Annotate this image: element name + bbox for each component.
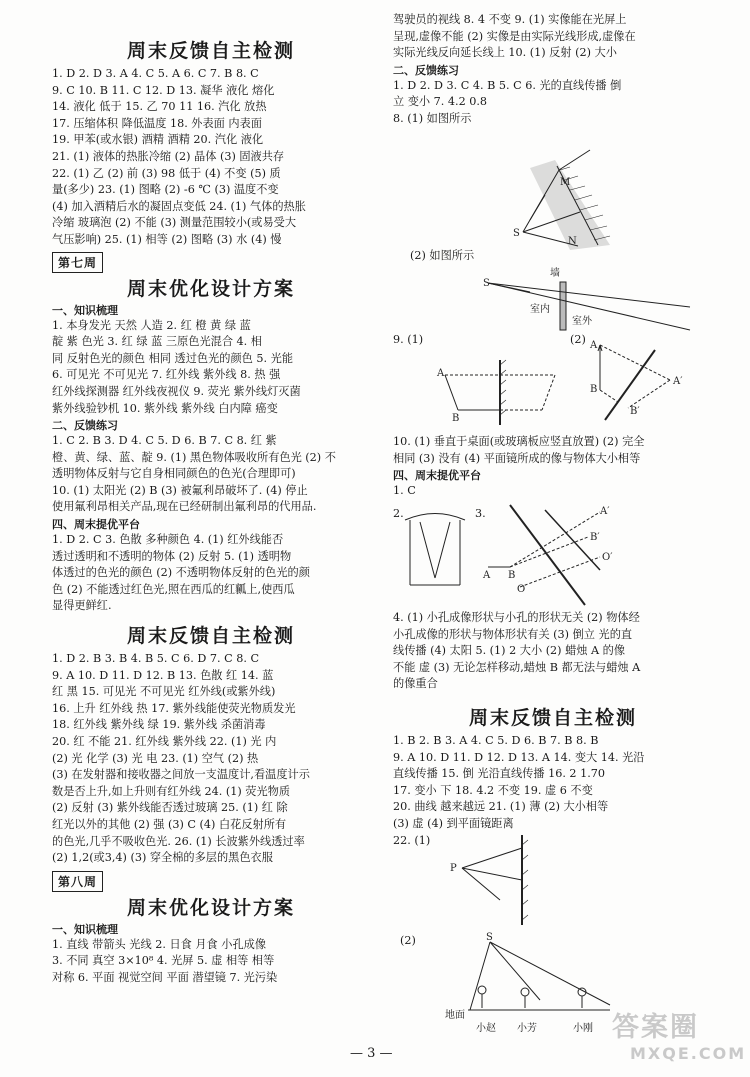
answer-line: 红 黑 15. 可见光 不可见光 红外线(或紫外线) bbox=[52, 685, 276, 699]
section-title: 周末反馈自主检测 bbox=[126, 40, 295, 62]
label-S: S bbox=[486, 932, 493, 943]
answer-line: 6. 可见光 不可见光 7. 红外线 紫外线 8. 热 强 bbox=[52, 368, 281, 382]
figure-22-1 bbox=[450, 835, 528, 925]
answer-line: 的色光,几乎不吸收色光. 26. (1) 长波紫外线透过率 bbox=[52, 834, 305, 848]
figure-8-2 bbox=[483, 266, 690, 330]
answer-line: 气压影响) 25. (1) 相等 (2) 图略 (3) 水 (4) 慢 bbox=[52, 232, 282, 246]
figure-8-1 bbox=[513, 150, 610, 250]
answer-line: 1. 直线 带箭头 光线 2. 日食 月食 小孔成像 bbox=[52, 937, 267, 951]
answer-line: 不能 虚 (3) 无论怎样移动,蜡烛 B 都无法与蜡烛 A bbox=[393, 660, 641, 674]
subsection-heading: 一、知识梳理 bbox=[52, 922, 118, 936]
week-tag: 第七周 bbox=[52, 252, 103, 273]
subsection-heading: 二、反馈练习 bbox=[393, 63, 459, 77]
section-title: 周末反馈自主检测 bbox=[126, 625, 295, 648]
week-tag: 第八周 bbox=[52, 871, 103, 892]
label-B: B bbox=[590, 384, 598, 395]
answer-line: 9. C 10. B 11. C 12. D 13. 凝华 液化 熔化 bbox=[52, 83, 275, 97]
answer-line: 1. D 2. D 3. A 4. C 5. A 6. C 7. B 8. C bbox=[52, 67, 259, 80]
answer-line: 1. B 2. B 3. A 4. C 5. D 6. B 7. B 8. B bbox=[393, 733, 599, 747]
label-A: A bbox=[437, 368, 445, 379]
label-M: M bbox=[560, 177, 571, 188]
label-B: B bbox=[508, 570, 516, 581]
answer-line: 9. A 10. D 11. D 12. D 13. A 14. 变大 14. 光沿 bbox=[393, 750, 645, 764]
answer-line: 4. (1) 小孔成像形状与小孔的形状无关 (2) 物体经 bbox=[393, 611, 640, 624]
watermark-bottom: MXQE.COM bbox=[630, 1044, 747, 1063]
answer-line: 呈现,虚像不能 (2) 实像是由实际光线形成,虚像在 bbox=[393, 29, 636, 43]
person-label: 小芳 bbox=[517, 1023, 537, 1034]
ground-label: 地面 bbox=[445, 1010, 465, 1021]
answer-line: 使用氟利昂相关产品,现在已经研制出氟利昂的代用品. bbox=[52, 500, 317, 514]
answer-line: 1. 本身发光 天然 人造 2. 红 橙 黄 绿 蓝 bbox=[52, 318, 251, 332]
question-label: 9. (1) bbox=[393, 333, 424, 346]
answer-line: 16. 上升 红外线 热 17. 紫外线能使荧光物质发光 bbox=[52, 701, 296, 715]
label-B: B bbox=[452, 413, 460, 424]
answer-line: 冷缩 玻璃泡 (2) 不能 (3) 测量范围较小(或易受大 bbox=[52, 216, 297, 230]
label-A: A bbox=[590, 340, 598, 351]
answer-line: 22. (1) bbox=[393, 833, 431, 847]
indoor-label: 室内 bbox=[530, 304, 550, 315]
label-P: P bbox=[450, 863, 457, 874]
answer-line: 数是否上升,如上升则有红外线 24. (1) 荧光物质 bbox=[52, 784, 291, 798]
answer-line: 透过透明和不透明的物体 (2) 反射 5. (1) 透明物 bbox=[52, 549, 292, 563]
answer-line: 相同 (3) 没有 (4) 平面镜所成的像与物体大小相等 bbox=[393, 451, 641, 465]
figure-caption: (2) 如图所示 bbox=[410, 249, 475, 262]
answer-line: 8. (1) 如图所示 bbox=[393, 111, 472, 125]
person-label: 小刚 bbox=[573, 1023, 593, 1034]
subsection-heading: 一、知识梳理 bbox=[52, 303, 118, 317]
watermark-top: 答案圈 bbox=[612, 1012, 699, 1043]
answer-line: 1. D 2. D 3. C 4. B 5. C 6. 光的直线传播 倒 bbox=[393, 78, 622, 92]
answer-line: 驾驶员的视线 8. 4 不变 9. (1) 实像能在光屏上 bbox=[393, 13, 627, 26]
answer-line: (3) 在发射器和接收器之间放一支温度计,看温度计示 bbox=[52, 768, 310, 782]
answer-line: (4) 加入酒精后水的凝固点变低 24. (1) 气体的热胀 bbox=[52, 199, 306, 213]
page-number: — 3 — bbox=[350, 1046, 393, 1061]
answer-line: 紫外线验钞机 10. 紫外线 紫外线 白内障 癌变 bbox=[52, 401, 278, 415]
answer-line: 小孔成像的形状与物体形状有关 (3) 倒立 光的直 bbox=[393, 627, 633, 641]
label-N: N bbox=[568, 236, 577, 247]
question-label: 2. bbox=[393, 507, 404, 520]
label-S: S bbox=[513, 228, 520, 239]
answer-line: 线传播 (4) 太阳 5. (1) 2 大小 (2) 蜡烛 A 的像 bbox=[393, 644, 626, 658]
answer-line: 19. 甲苯(或水银) 酒精 酒精 20. 汽化 液化 bbox=[52, 133, 264, 147]
answer-line: (3) 虚 (4) 到平面镜距离 bbox=[393, 816, 514, 830]
label-B-prime: B′ bbox=[630, 406, 640, 417]
answer-line: 靛 紫 色光 3. 红 绿 蓝 三原色光混合 4. 相 bbox=[52, 335, 262, 349]
answer-line: 22. (1) 乙 (2) 前 (3) 98 低于 (4) 不变 (5) 质 bbox=[52, 166, 281, 180]
answer-line: 立 变小 7. 4.2 0.8 bbox=[393, 95, 488, 109]
answer-line: 20. 曲线 越来越远 21. (1) 薄 (2) 大小相等 bbox=[393, 800, 609, 814]
label-O: O bbox=[517, 584, 526, 595]
figure-9-2 bbox=[589, 340, 683, 420]
answer-line: (2) 1,2(或3,4) (3) 穿全棉的多层的黑色衣服 bbox=[52, 851, 273, 865]
answer-line: 显得更鲜红. bbox=[52, 599, 112, 613]
answer-line: 18. 红外线 紫外线 绿 19. 紫外线 杀菌消毒 bbox=[52, 718, 266, 732]
answer-line: 17. 变小 下 18. 4.2 不变 19. 虚 6 不变 bbox=[393, 783, 593, 797]
answer-line: 透明物体反射与它自身相同颜色的色光(合理即可) bbox=[52, 467, 296, 481]
label-O-prime: O′ bbox=[602, 552, 613, 563]
section-title: 周末优化设计方案 bbox=[126, 277, 295, 300]
answer-line: 1. D 2. B 3. B 4. B 5. C 6. D 7. C 8. C bbox=[52, 652, 260, 666]
watermark bbox=[612, 1005, 746, 1063]
answer-line: 9. A 10. D 11. D 12. B 13. 色散 红 14. 蓝 bbox=[52, 668, 274, 682]
answer-line: 10. (1) 垂直于桌面(或玻璃板应竖直放置) (2) 完全 bbox=[393, 435, 645, 448]
label-A-prime: A′ bbox=[600, 506, 610, 517]
answer-line: 橙、黄、绿、蓝、靛 9. (1) 黑色物体吸收所有色光 (2) 不 bbox=[52, 450, 336, 464]
label-S: S bbox=[483, 278, 490, 289]
answer-line: 色 (2) 不能透过红色光,照在西瓜的红瓤上,使西瓜 bbox=[52, 582, 295, 596]
answer-line: 17. 压缩体积 降低温度 18. 外表面 内表面 bbox=[52, 116, 262, 130]
label-B-prime: B′ bbox=[590, 532, 600, 543]
answer-line: 1. D 2. C 3. 色散 多种颜色 4. (1) 红外线能否 bbox=[52, 533, 284, 547]
answer-line: 3. 不同 真空 3×10⁸ 4. 光屏 5. 虚 相等 相等 bbox=[52, 954, 275, 968]
label-A-prime: A′ bbox=[673, 376, 683, 387]
answer-line: 的像重合 bbox=[393, 677, 438, 691]
answer-line: 21. (1) 液体的热胀冷缩 (2) 晶体 (3) 固液共存 bbox=[52, 149, 285, 163]
question-label: (2) bbox=[570, 333, 586, 346]
answer-line: 同 反射色光的颜色 相同 透过色光的颜色 5. 光能 bbox=[52, 351, 294, 365]
answer-line: (2) 反射 (3) 紫外线能否透过玻璃 25. (1) 红 除 bbox=[52, 801, 288, 815]
answer-line: 红外线探测器 红外线夜视仪 9. 荧光 紫外线灯灭菌 bbox=[52, 384, 301, 398]
subsection-heading: 四、周末提优平台 bbox=[52, 518, 140, 532]
question-label: (2) bbox=[400, 934, 416, 947]
subsection-heading: 二、反馈练习 bbox=[52, 419, 118, 433]
answer-line: 量(多少) 23. (1) 图略 (2) -6 ℃ (3) 温度不变 bbox=[52, 183, 279, 197]
figure-22-2 bbox=[445, 932, 610, 1034]
subsection-heading: 四、周末提优平台 bbox=[393, 469, 481, 483]
label-A: A bbox=[483, 570, 491, 581]
figure-q2 bbox=[405, 514, 465, 586]
outdoor-label: 室外 bbox=[572, 316, 592, 327]
section-title: 周末优化设计方案 bbox=[126, 896, 295, 919]
answer-line: 对称 6. 平面 视觉空间 平面 潜望镜 7. 光污染 bbox=[52, 970, 278, 984]
figure-q3 bbox=[482, 505, 613, 605]
answer-line: 1. C 2. B 3. D 4. C 5. D 6. B 7. C 8. 红 紫 bbox=[52, 434, 277, 448]
answer-line: 红光以外的其他 (2) 强 (3) C (4) 白花反射所有 bbox=[52, 817, 287, 831]
answer-line: 20. 红 不能 21. 红外线 紫外线 22. (1) 光 内 bbox=[52, 735, 277, 748]
answer-line: 直线传播 15. 倒 光沿直线传播 16. 2 1.70 bbox=[393, 767, 606, 781]
answer-line: (2) 光 化学 (3) 光 电 23. (1) 空气 (2) 热 bbox=[52, 751, 259, 765]
answer-line: 10. (1) 太阳光 (2) B (3) 被氟利昂破坏了. (4) 停止 bbox=[52, 483, 308, 497]
answer-line: 14. 液化 低于 15. 乙 70 11 16. 汽化 放热 bbox=[52, 100, 267, 114]
answer-line: 实际光线反向延长线上 10. (1) 反射 (2) 大小 bbox=[393, 46, 617, 60]
wall-label: 墙 bbox=[550, 268, 560, 279]
question-label: 3. bbox=[475, 507, 486, 520]
answer-line: 体透过的色光的颜色 (2) 不透明物体反射的色光的颜 bbox=[52, 566, 310, 580]
figure-9-1 bbox=[436, 360, 555, 425]
person-label: 小赵 bbox=[476, 1023, 496, 1034]
answer-line: 1. C bbox=[393, 484, 416, 498]
section-title: 周末反馈自主检测 bbox=[468, 706, 637, 729]
